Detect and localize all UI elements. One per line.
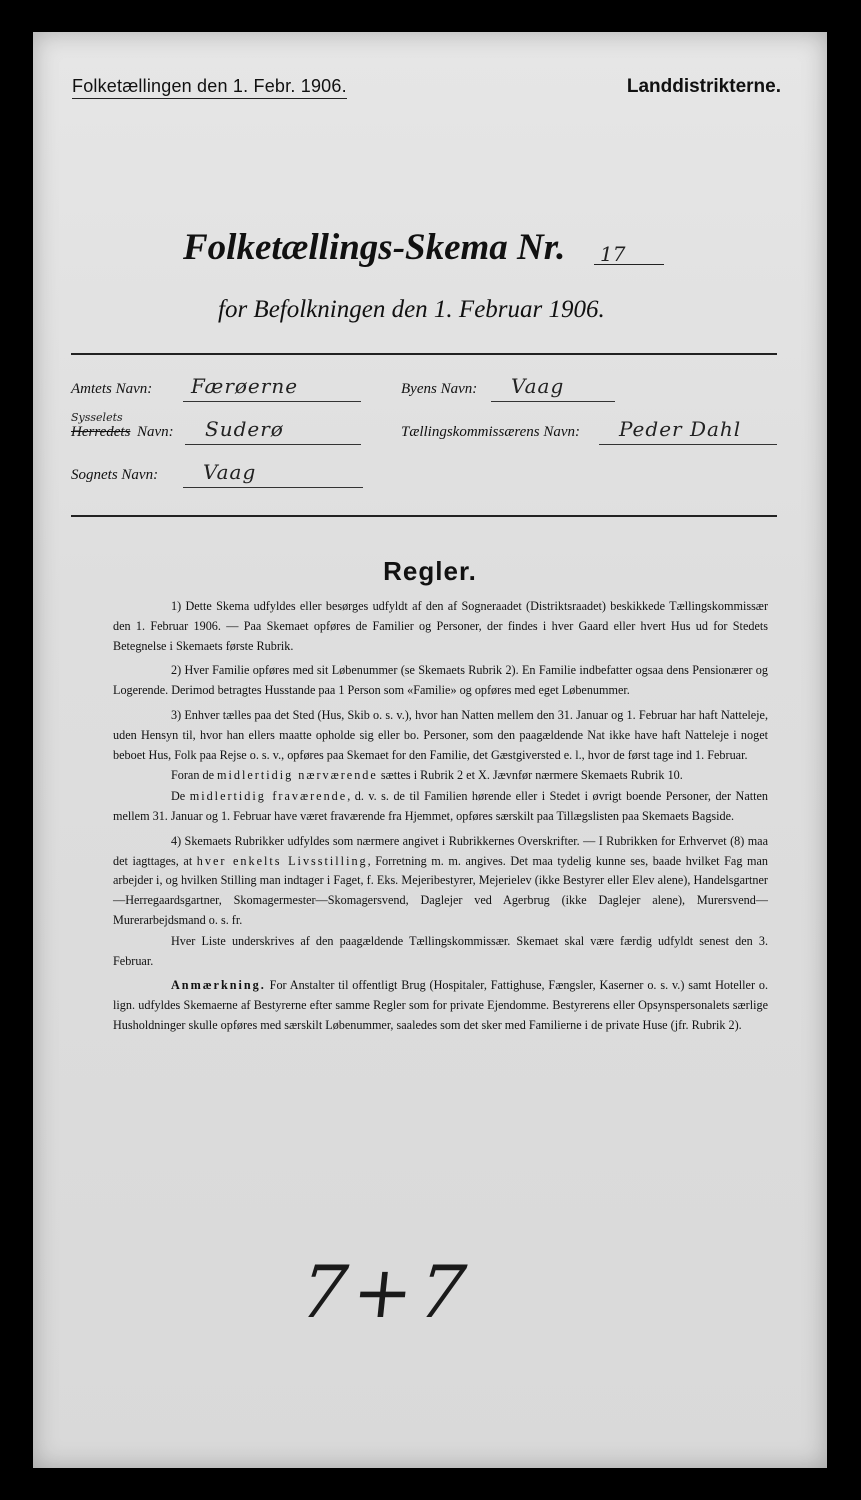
herred-label-correction: Sysselets xyxy=(71,411,123,424)
amt-line xyxy=(183,401,361,402)
top-divider xyxy=(71,353,777,355)
byen-value: Vaag xyxy=(511,374,565,398)
handwritten-count: 7+7 xyxy=(296,1250,476,1334)
rule-3-temporary-absent: De midlertidig fraværende, d. v. s. de til Familien hørende eller i Stedet i øvrigt boende Personer, der Natten mellem 31. Januar og 1. Februar have været fraværende fra Hjemmet, opføres særskilt paa Tillægslisten paa Skemaets Bagside. xyxy=(113,789,769,823)
form-title: Folketællings-Skema Nr. xyxy=(183,227,566,268)
district-type-header: Landdistrikterne. xyxy=(626,76,781,97)
herred-label: Navn: xyxy=(137,424,174,440)
rule-2: 2) Hver Familie opføres med sit Løbenummer (se Skemaets Rubrik 2). En Familie indbefatter ogsaa dens Pensionærer og Logerende. Derimod betragtes Husstande paa 1 Person som «Familie» og opføres med eget Løbenummer. xyxy=(113,663,768,698)
byen-line xyxy=(491,401,615,402)
kommissaer-value: Peder Dahl xyxy=(619,417,742,441)
annotation-note: Anmærkning. For Anstalter til offentligt Brug (Hospitaler, Fattighuse, Fængsler, Kaserner o. s. v.) samt Hoteller o. lign. udfyldes Skemaerne af Bestyrerne efter samme Regler som for private Ejendomme. Bestyrerens eller Opsynspersonalets særlige Husholdninger skulle opføres med særskilt Løbenummer, saaledes som det sker med Familierne i de private Huse (jfr. Rubrik 2). xyxy=(113,978,769,1032)
form-subtitle: for Befolkningen den 1. Februar 1906. xyxy=(218,296,605,323)
rule-3-temporary-present: Foran de midlertidig nærværende sættes i Rubrik 2 et X. Jævnfør nærmere Skemaets Rubrik 10. xyxy=(171,768,683,783)
census-form-page xyxy=(33,32,827,1468)
census-date-header: Folketællingen den 1. Febr. 1906. xyxy=(72,76,347,99)
rules-text xyxy=(113,597,768,1041)
rule-5: Hver Liste underskrives af den paagældende Tællingskommissær. Skemaet skal være færdig udfyldt senest den 3. Februar. xyxy=(113,933,768,968)
rule-1: 1) Dette Skema udfyldes eller besørges udfyldt af den af Sogneraadet (Distriktsraadet) beskikkede Tællingskommissær den 1. Februar 1906. — Paa Skemaet opføres de Familier og Personer, der findes i hver Gaard eller hvert Hus ud for Stedets Betegnelse i Skemaets første Rubrik. xyxy=(113,599,768,653)
amt-label: Amtets Navn: xyxy=(71,381,153,397)
sogn-label: Sognets Navn: xyxy=(71,467,159,483)
sogn-line xyxy=(183,487,363,488)
bottom-divider xyxy=(71,515,777,517)
kommissaer-line xyxy=(599,444,777,445)
kommissaer-label: Tællingskommissærens Navn: xyxy=(401,424,581,440)
herred-value: Suderø xyxy=(205,417,284,441)
herred-line xyxy=(185,444,361,445)
rules-heading: Regler. xyxy=(383,556,477,586)
form-number: 17 xyxy=(600,242,626,266)
byen-label: Byens Navn: xyxy=(401,381,478,397)
rule-3: 3) Enhver tælles paa det Sted (Hus, Skib o. s. v.), hvor han Natten mellem den 31. Januar og 1. Februar har haft Natteleje, uden Hensyn til, hvor han ellers maatte opholde sig eller bo. Personer, som den paagældende Nat ikke have haft Natteleje i noget beboet Hus, Folk paa Rejse o. s. v., opføres paa Skemaet for den Familie, det Gæstgiversted e. l., hvor de først tage ind 1. Februar. xyxy=(113,707,768,762)
rule-4: 4) Skemaets Rubrikker udfyldes som nærmere angivet i Rubrikkernes Overskrifter. — I Rubrikken for Erhvervet (8) maa det iagttages, at hver enkelts Livsstilling, Forretning m. m. angives. Det maa tydelig kunne ses, baade hvilket Fag man arbejder i, og hvilken Stilling man indtager i Faget, f. Eks. Mejeribestyrer, Mejerielev (ikke Bestyrer eller Elev alene), Handelsgartner—Herregaardsgartner, Skomagermester—Skomagersvend, Daglejer ved Agerbrug (ikke Daglejer alene), Murersvend—Murerarbejdsmand o. s. fr. xyxy=(113,833,768,927)
herred-label-struck: Herredets xyxy=(71,424,131,440)
amt-value: Færøerne xyxy=(191,374,299,398)
sogn-value: Vaag xyxy=(203,460,257,484)
